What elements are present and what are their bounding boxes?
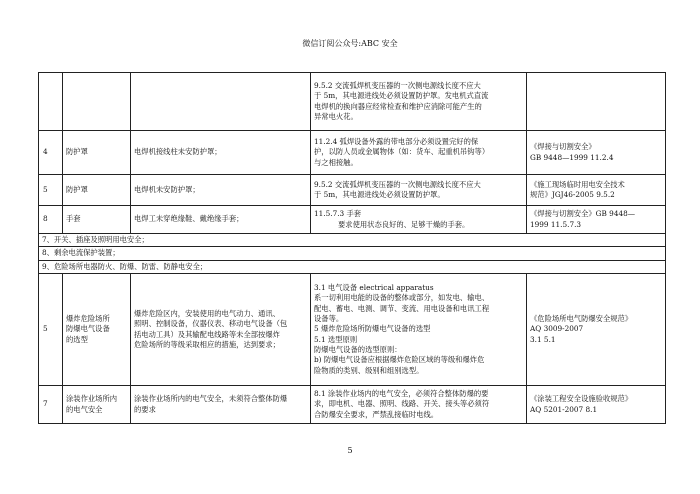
spec-line: 5 爆炸危险场所防爆电气设备的选型: [314, 324, 431, 334]
spec-line: 11.5.7.3 手套: [314, 209, 362, 219]
basis-cell: [527, 274, 666, 386]
item-line: 爆炸危险场所: [66, 314, 110, 324]
spec-line: 电焊机的换向器应经常检查和维护应消除可能产生的: [314, 101, 482, 111]
table-row: [39, 175, 666, 206]
section-row: [39, 260, 666, 273]
section-heading: 8、剩余电流保护装置；: [39, 247, 666, 260]
item-cell: 手套: [63, 206, 131, 234]
spec-cell: [311, 206, 527, 234]
item-cell: 防护罩: [63, 131, 131, 175]
spec-line: 9.5.2 交流弧焊机变压器的一次侧电源线长度不应大: [314, 80, 481, 90]
item-line: 的电气安全: [66, 404, 103, 414]
item-cell: [63, 274, 131, 386]
spec-line: 设备等。: [314, 314, 344, 324]
item-line: 防爆电气设备: [66, 324, 110, 334]
problem-line: 括电动工具）及其输配电线路等未全部按爆炸: [134, 329, 280, 339]
page-number: 5: [347, 446, 353, 455]
row-number: 5: [39, 175, 63, 206]
basis-line: 《焊接与切割安全》GB 9448—: [530, 209, 636, 219]
problem-line: 爆炸危险区内，安装使用的电气动力、通讯、: [134, 308, 280, 318]
item-cell: 防护罩: [63, 175, 131, 206]
problem-cell: [131, 274, 311, 386]
item-line: 的选型: [66, 334, 88, 344]
row-number: 7: [39, 386, 63, 424]
item-line: 涂装作业场所内: [66, 394, 118, 404]
spec-line: b) 防爆电气设备应根据爆炸危险区域的等级和爆炸危: [314, 355, 485, 365]
row-number: 8: [39, 206, 63, 234]
row-number: [39, 73, 63, 131]
row-number: 5: [39, 274, 63, 386]
spec-line: 9.5.2 交流弧焊机变压器的一次侧电源线长度不应大: [314, 179, 481, 189]
problem-cell: 电焊机未安防护罩；: [131, 175, 311, 206]
spec-line: 异常电火花。: [314, 111, 358, 121]
problem-line: 的要求: [134, 404, 156, 414]
table-row: [39, 131, 666, 175]
safety-inspection-table: [38, 72, 666, 424]
page-header: 微信订阅公众号:ABC 安全: [302, 39, 398, 48]
basis-line: 1999 11.5.7.3: [530, 219, 582, 229]
section-heading: 9、危险场所电器防火、防爆、防雷、防静电安全；: [39, 260, 666, 273]
basis-cell: [527, 206, 666, 234]
basis-line: 《危险场所电气防爆安全规范》: [530, 314, 633, 324]
basis-cell: [527, 175, 666, 206]
spec-line: 求，即电机、电器、照明、线路、开关、接头等必须符: [314, 399, 490, 409]
spec-line: 8.1 涂装作业场内的电气安全，必须符合整体防爆的要: [314, 389, 489, 399]
table-row: [39, 386, 666, 424]
item-cell: [63, 73, 131, 131]
basis-line: 《施工现场临时用电安全技术: [530, 179, 625, 189]
spec-cell: [311, 73, 527, 131]
item-cell: [63, 386, 131, 424]
spec-cell: [311, 131, 527, 175]
spec-line: 险物质的类别、级别和组别选型。: [314, 365, 424, 375]
spec-line: 配电、蓄电、电测、调节、变流、用电设备和电讯工程: [314, 303, 490, 313]
spec-cell: [311, 386, 527, 424]
spec-cell: [311, 274, 527, 386]
problem-line: 照明、控制设备，仪器仪表、移动电气设备（包: [134, 319, 288, 329]
basis-line: 《焊接与切割安全》: [530, 142, 596, 152]
spec-line: 系一切利用电能的设备的整体或部分，如发电、输电、: [314, 293, 490, 303]
section-row: [39, 234, 666, 247]
spec-line: 于 5m，其电源进线处必须设置防护罩。发电机式直流: [314, 91, 489, 101]
spec-line: 5.1 选型原则: [314, 334, 358, 344]
basis-line: 3.1 5.1: [530, 334, 556, 344]
table-row: [39, 206, 666, 234]
basis-line: AQ 5201-2007 8.1: [530, 404, 598, 414]
spec-cell: [311, 175, 527, 206]
basis-line: AQ 3009-2007: [530, 324, 584, 334]
problem-cell: 电焊机接线柱未安防护罩；: [131, 131, 311, 175]
table-row: [39, 73, 666, 131]
problem-cell: [131, 73, 311, 131]
spec-line: 11.2.4 弧焊设备外露的带电部分必须设置完好的保: [314, 136, 479, 146]
spec-line: 防爆电气设备的选型原则：: [314, 345, 402, 355]
basis-cell: [527, 131, 666, 175]
problem-line: 涂装作业场所内的电气安全，未须符合整体防爆: [134, 394, 288, 404]
problem-cell: 电焊工未穿绝缘鞋、戴绝缘手套；: [131, 206, 311, 234]
section-row: [39, 247, 666, 260]
spec-line: 与之相接触。: [314, 157, 358, 167]
table-row: [39, 274, 666, 386]
spec-line: 3.1 电气设备 electrical apparatus: [314, 282, 434, 292]
spec-line: 要求使用状态良好的、足够干燥的手套。: [338, 219, 470, 229]
section-heading: 7、开关、插座及照明用电安全；: [39, 234, 666, 247]
basis-cell: [527, 386, 666, 424]
basis-line: GB 9448—1999 11.2.4: [530, 152, 614, 162]
spec-line: 护，以防人员或金属物体（如：货车、起重机吊钩等）: [314, 147, 490, 157]
problem-cell: [131, 386, 311, 424]
problem-line: 危险场所的等级采取相应的措施，达到要求；: [134, 339, 280, 349]
spec-line: 合防爆安全要求，严禁乱接临时电线。: [314, 409, 439, 419]
spec-line: 于 5m，其电源进线处必须设置防护罩。: [314, 190, 445, 199]
basis-line: 《涂装工程安全设施验收规范》: [530, 394, 633, 404]
basis-line: 规范》JGJ46-2005 9.5.2: [530, 190, 615, 199]
row-number: 4: [39, 131, 63, 175]
basis-cell: [527, 73, 666, 131]
